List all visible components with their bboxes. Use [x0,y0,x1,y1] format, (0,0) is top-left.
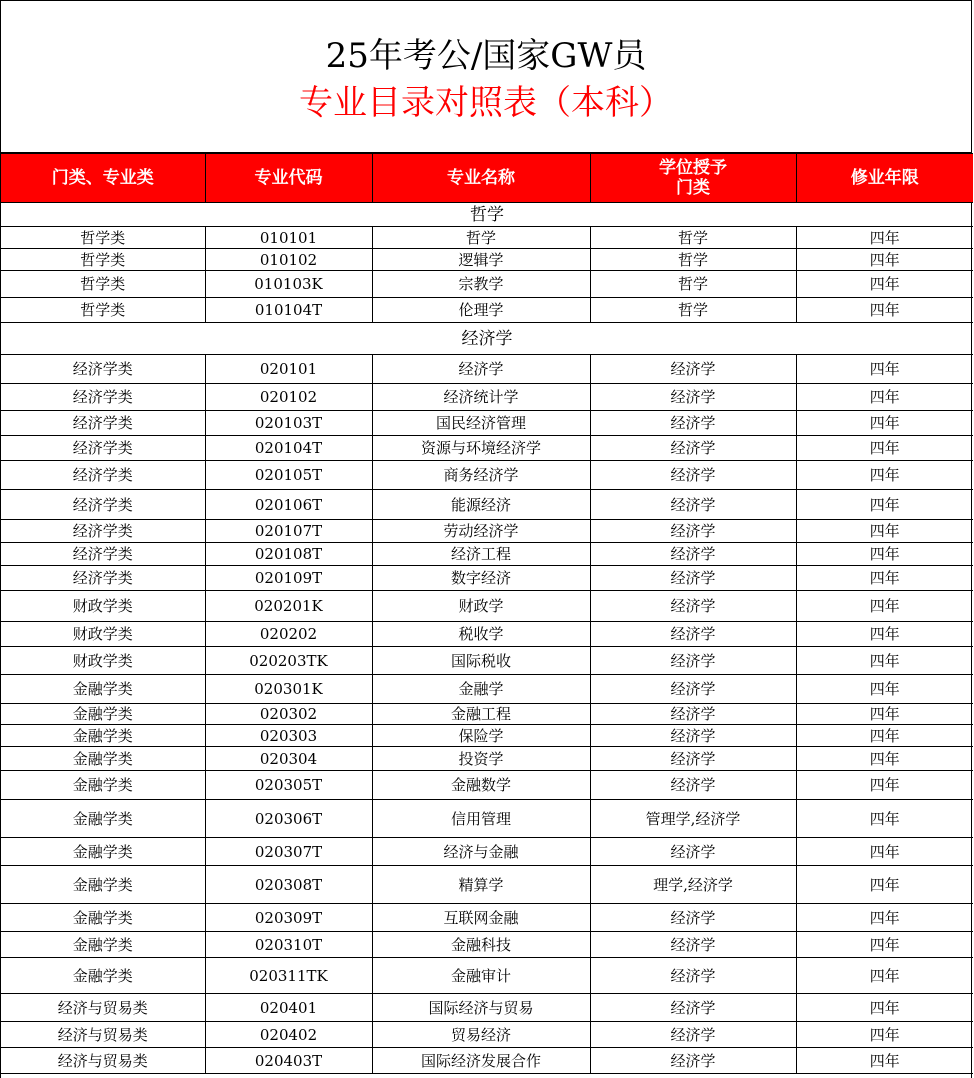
cell-name: 金融数学 [372,771,590,800]
section-header-row [1,203,973,227]
cell-name: 哲学 [372,227,590,249]
cell-code: 020301K [205,675,372,704]
cell-degree: 经济学 [590,490,796,520]
table-row [1,249,973,271]
cell-code: 010101 [205,227,372,249]
table-row [1,227,973,249]
cell-code: 020107T [205,520,372,543]
column-header-name: 专业名称 [372,154,590,203]
cell-code: 020108T [205,543,372,566]
cell-years: 四年 [796,436,973,461]
table-row [1,838,973,866]
cell-years: 四年 [796,591,973,622]
table-row [1,904,973,932]
table-row [1,384,973,411]
cell-code: 020311TK [205,958,372,994]
cell-degree: 经济学 [590,436,796,461]
cell-category: 经济与贸易类 [1,1048,205,1074]
cell-category: 经济学类 [1,384,205,411]
cell-code: 020303 [205,725,372,747]
cell-code: 020106T [205,490,372,520]
cell-code: 020306T [205,800,372,838]
cell-years: 四年 [796,520,973,543]
cell-degree: 经济学 [590,932,796,958]
table-row [1,591,973,622]
cell-category: 金融学类 [1,725,205,747]
table-row [1,725,973,747]
cell-code: 020104T [205,436,372,461]
cell-years: 四年 [796,704,973,725]
table-row [1,800,973,838]
table-row [1,1048,973,1074]
cell-code: 020309T [205,904,372,932]
cell-name: 国际经济发展合作 [372,1048,590,1074]
table-row [1,994,973,1022]
cell-category: 经济学类 [1,436,205,461]
table-row [1,1022,973,1048]
cell-years: 四年 [796,298,973,323]
cell-degree: 哲学 [590,298,796,323]
cell-degree: 哲学 [590,271,796,298]
table-row [1,704,973,725]
cell-name: 保险学 [372,725,590,747]
cell-code: 020305T [205,771,372,800]
cell-years: 四年 [796,622,973,647]
cell-degree: 经济学 [590,647,796,675]
cell-years: 四年 [796,566,973,591]
cell-years: 四年 [796,904,973,932]
cell-years: 四年 [796,461,973,490]
cell-years: 四年 [796,838,973,866]
column-header-degree [590,154,796,203]
table-row [1,355,973,384]
cell-category: 经济学类 [1,411,205,436]
cell-category: 经济与贸易类 [1,1022,205,1048]
cell-years: 四年 [796,355,973,384]
cell-category: 经济学类 [1,461,205,490]
cell-name: 逻辑学 [372,249,590,271]
table-row [1,647,973,675]
cell-name: 宗教学 [372,271,590,298]
cell-name: 国民经济管理 [372,411,590,436]
table-row [1,543,973,566]
cell-name: 金融工程 [372,704,590,725]
table-row [1,866,973,904]
cell-degree: 经济学 [590,520,796,543]
cell-years: 四年 [796,384,973,411]
cell-code: 020202 [205,622,372,647]
cell-years: 四年 [796,771,973,800]
section-title: 哲学 [1,203,973,227]
page-title: 25年考公/国家GW员 [325,36,647,76]
cell-code: 020403T [205,1048,372,1074]
cell-years: 四年 [796,411,973,436]
cell-category: 金融学类 [1,866,205,904]
cell-years: 四年 [796,725,973,747]
cell-degree [590,800,796,838]
cell-name: 国际经济与贸易 [372,994,590,1022]
table-row [1,436,973,461]
cell-category: 经济学类 [1,566,205,591]
cell-name: 财政学 [372,591,590,622]
table-header-row [1,154,973,203]
cell-degree-text: 管理学,经济学 [645,809,741,828]
cell-category: 金融学类 [1,932,205,958]
table-row [1,298,973,323]
cell-code: 010103K [205,271,372,298]
cell-name: 经济学 [372,355,590,384]
cell-name: 税收学 [372,622,590,647]
cell-name: 金融学 [372,675,590,704]
table-row [1,622,973,647]
cell-degree: 经济学 [590,411,796,436]
cell-years: 四年 [796,271,973,298]
cell-code: 010102 [205,249,372,271]
cell-category: 经济学类 [1,543,205,566]
cell-category: 哲学类 [1,249,205,271]
cell-category: 金融学类 [1,771,205,800]
cell-code: 020401 [205,994,372,1022]
table-row [1,271,973,298]
cell-category: 金融学类 [1,838,205,866]
cell-name: 经济与金融 [372,838,590,866]
table-row [1,747,973,771]
table-row [1,566,973,591]
title-box [1,1,971,153]
cell-category: 哲学类 [1,298,205,323]
cell-category: 经济学类 [1,355,205,384]
cell-code: 020310T [205,932,372,958]
table-body [1,203,973,1074]
cell-degree [590,866,796,904]
cell-name: 数字经济 [372,566,590,591]
cell-name: 商务经济学 [372,461,590,490]
cell-years: 四年 [796,866,973,904]
cell-degree: 哲学 [590,249,796,271]
cell-years: 四年 [796,1022,973,1048]
cell-years: 四年 [796,747,973,771]
cell-code: 020201K [205,591,372,622]
cell-degree: 经济学 [590,384,796,411]
page-subtitle: 专业目录对照表（本科） [299,83,673,123]
major-catalog-table [1,153,973,1074]
cell-name: 互联网金融 [372,904,590,932]
cell-degree: 经济学 [590,725,796,747]
cell-category: 财政学类 [1,647,205,675]
cell-name: 经济工程 [372,543,590,566]
table-row [1,520,973,543]
cell-name: 劳动经济学 [372,520,590,543]
cell-name: 贸易经济 [372,1022,590,1048]
cell-degree: 经济学 [590,771,796,800]
cell-code: 020307T [205,838,372,866]
cell-category: 金融学类 [1,747,205,771]
cell-name: 能源经济 [372,490,590,520]
cell-category: 哲学类 [1,271,205,298]
degree-header-text: 学位授予 门类 [659,158,727,198]
cell-code: 020203TK [205,647,372,675]
cell-degree: 经济学 [590,461,796,490]
cell-years: 四年 [796,1048,973,1074]
cell-code: 020304 [205,747,372,771]
cell-code: 020103T [205,411,372,436]
table-row [1,490,973,520]
cell-degree: 经济学 [590,675,796,704]
cell-degree: 哲学 [590,227,796,249]
cell-degree: 经济学 [590,904,796,932]
cell-code: 020102 [205,384,372,411]
cell-code: 020105T [205,461,372,490]
cell-name: 金融审计 [372,958,590,994]
cell-years: 四年 [796,543,973,566]
cell-degree: 经济学 [590,994,796,1022]
cell-degree: 经济学 [590,1048,796,1074]
cell-category: 财政学类 [1,591,205,622]
cell-code: 020109T [205,566,372,591]
cell-name: 信用管理 [372,800,590,838]
cell-name: 精算学 [372,866,590,904]
cell-degree: 经济学 [590,543,796,566]
cell-degree-text: 理学,经济学 [653,875,733,894]
cell-years: 四年 [796,675,973,704]
cell-code: 020302 [205,704,372,725]
cell-code: 020308T [205,866,372,904]
cell-degree: 经济学 [590,838,796,866]
cell-category: 金融学类 [1,800,205,838]
table-row [1,675,973,704]
column-header-code: 专业代码 [205,154,372,203]
cell-years: 四年 [796,647,973,675]
cell-degree: 经济学 [590,355,796,384]
cell-category: 金融学类 [1,904,205,932]
table-row [1,771,973,800]
cell-name: 经济统计学 [372,384,590,411]
cell-category: 经济学类 [1,490,205,520]
cell-category: 经济学类 [1,520,205,543]
cell-category: 金融学类 [1,704,205,725]
cell-category: 金融学类 [1,675,205,704]
cell-category: 财政学类 [1,622,205,647]
cell-degree: 经济学 [590,591,796,622]
cell-years: 四年 [796,249,973,271]
table-row [1,411,973,436]
cell-code: 020402 [205,1022,372,1048]
cell-degree: 经济学 [590,622,796,647]
cell-years: 四年 [796,227,973,249]
cell-degree: 经济学 [590,958,796,994]
cell-years: 四年 [796,994,973,1022]
section-title: 经济学 [1,323,973,355]
table-row [1,461,973,490]
cell-code: 010104T [205,298,372,323]
cell-name: 投资学 [372,747,590,771]
cell-name: 伦理学 [372,298,590,323]
cell-years: 四年 [796,958,973,994]
column-header-years: 修业年限 [796,154,973,203]
cell-degree: 经济学 [590,566,796,591]
column-header-category: 门类、专业类 [1,154,205,203]
cell-degree: 经济学 [590,747,796,771]
cell-name: 金融科技 [372,932,590,958]
cell-years: 四年 [796,932,973,958]
table-row [1,932,973,958]
cell-category: 哲学类 [1,227,205,249]
cell-name: 资源与环境经济学 [372,436,590,461]
cell-category: 金融学类 [1,958,205,994]
cell-degree: 经济学 [590,704,796,725]
table-row [1,958,973,994]
cell-category: 经济与贸易类 [1,994,205,1022]
cell-name: 国际税收 [372,647,590,675]
cell-years: 四年 [796,800,973,838]
cell-code: 020101 [205,355,372,384]
cell-degree: 经济学 [590,1022,796,1048]
section-header-row [1,323,973,355]
cell-years: 四年 [796,490,973,520]
